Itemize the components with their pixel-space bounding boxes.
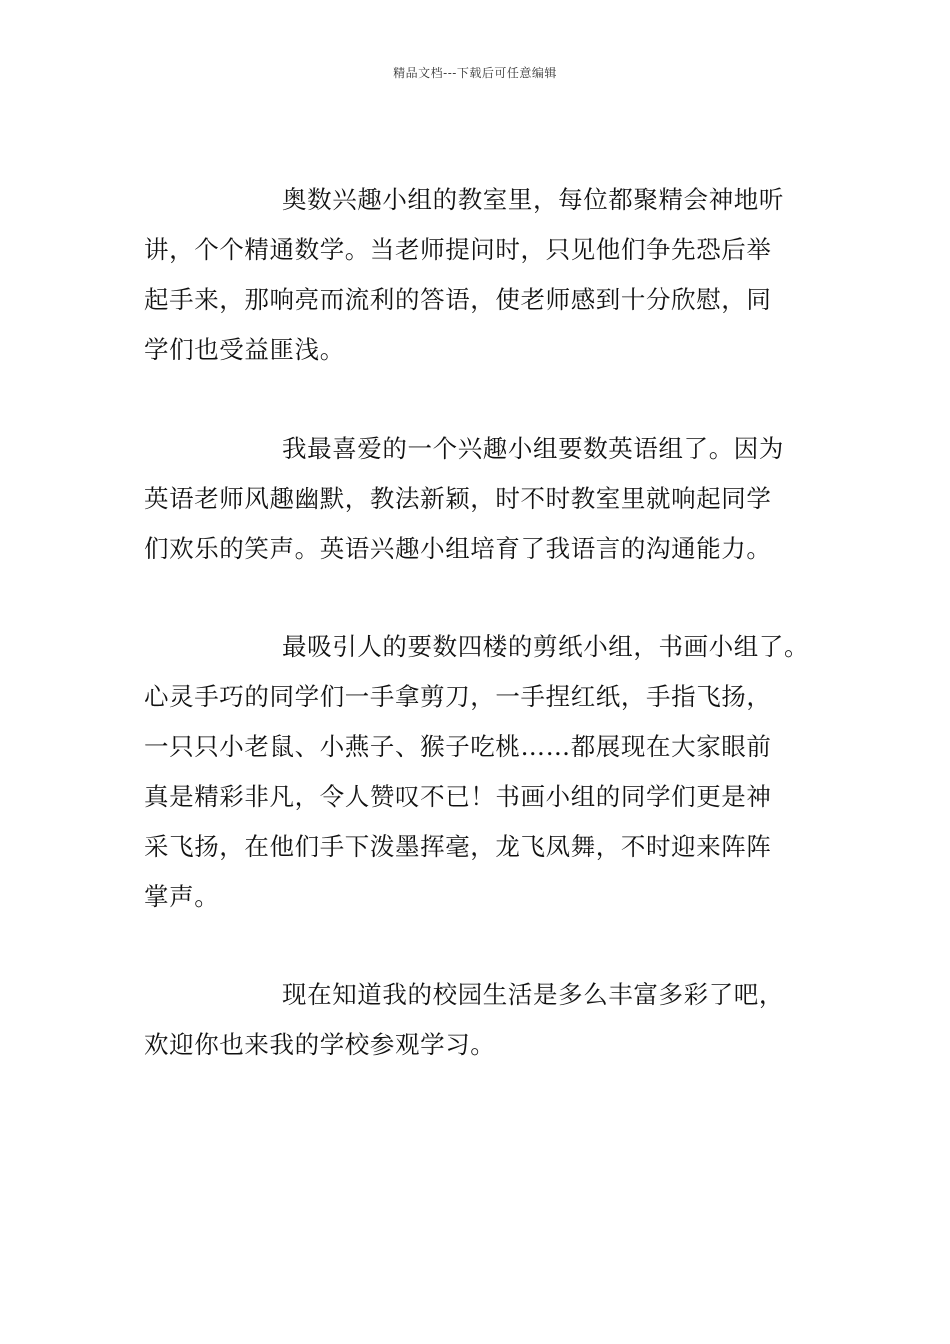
paragraph-line: 现在知道我的校园生活是多么丰富多彩了吧， [282,980,784,1009]
paragraph-line: 起手来，那响亮而流利的答语，使老师感到十分欣慰，同 [144,285,772,314]
paragraph-line: 们欢乐的笑声。英语兴趣小组培育了我语言的沟通能力。 [144,534,772,563]
paragraph-conclusion [144,970,784,1070]
paragraph-line: 我最喜爱的一个兴趣小组要数英语组了。因为 [282,434,784,463]
paragraph-line: 奥数兴趣小组的教室里，每位都聚精会神地听 [282,185,784,214]
paragraph-line: 最吸引人的要数四楼的剪纸小组，书画小组了。 [282,632,810,661]
paragraph-line: 学们也受益匪浅。 [144,335,345,364]
paragraph-line: 掌声。 [144,882,220,911]
page-header: 精品文档---下载后可任意编辑 [393,66,557,80]
paragraph-line: 一只只小老鼠、小燕子、猴子吃桃……都展现在大家眼前 [144,732,772,761]
paragraph-line: 讲，个个精通数学。当老师提问时，只见他们争先恐后举 [144,235,772,264]
paragraph-line: 英语老师风趣幽默，教法新颖，时不时教室里就响起同学 [144,484,772,513]
paragraph-math-club [144,175,784,375]
paragraph-line: 真是精彩非凡，令人赞叹不已！书画小组的同学们更是神 [144,782,772,811]
paragraph-line: 采飞扬，在他们手下泼墨挥毫，龙飞凤舞，不时迎来阵阵 [144,832,772,861]
paragraph-line: 心灵手巧的同学们一手拿剪刀，一手捏红纸，手指飞扬， [144,682,772,711]
paragraph-english-club [144,424,784,574]
paragraph-line: 欢迎你也来我的学校参观学习。 [144,1030,496,1059]
paragraph-papercut-club [144,622,809,922]
